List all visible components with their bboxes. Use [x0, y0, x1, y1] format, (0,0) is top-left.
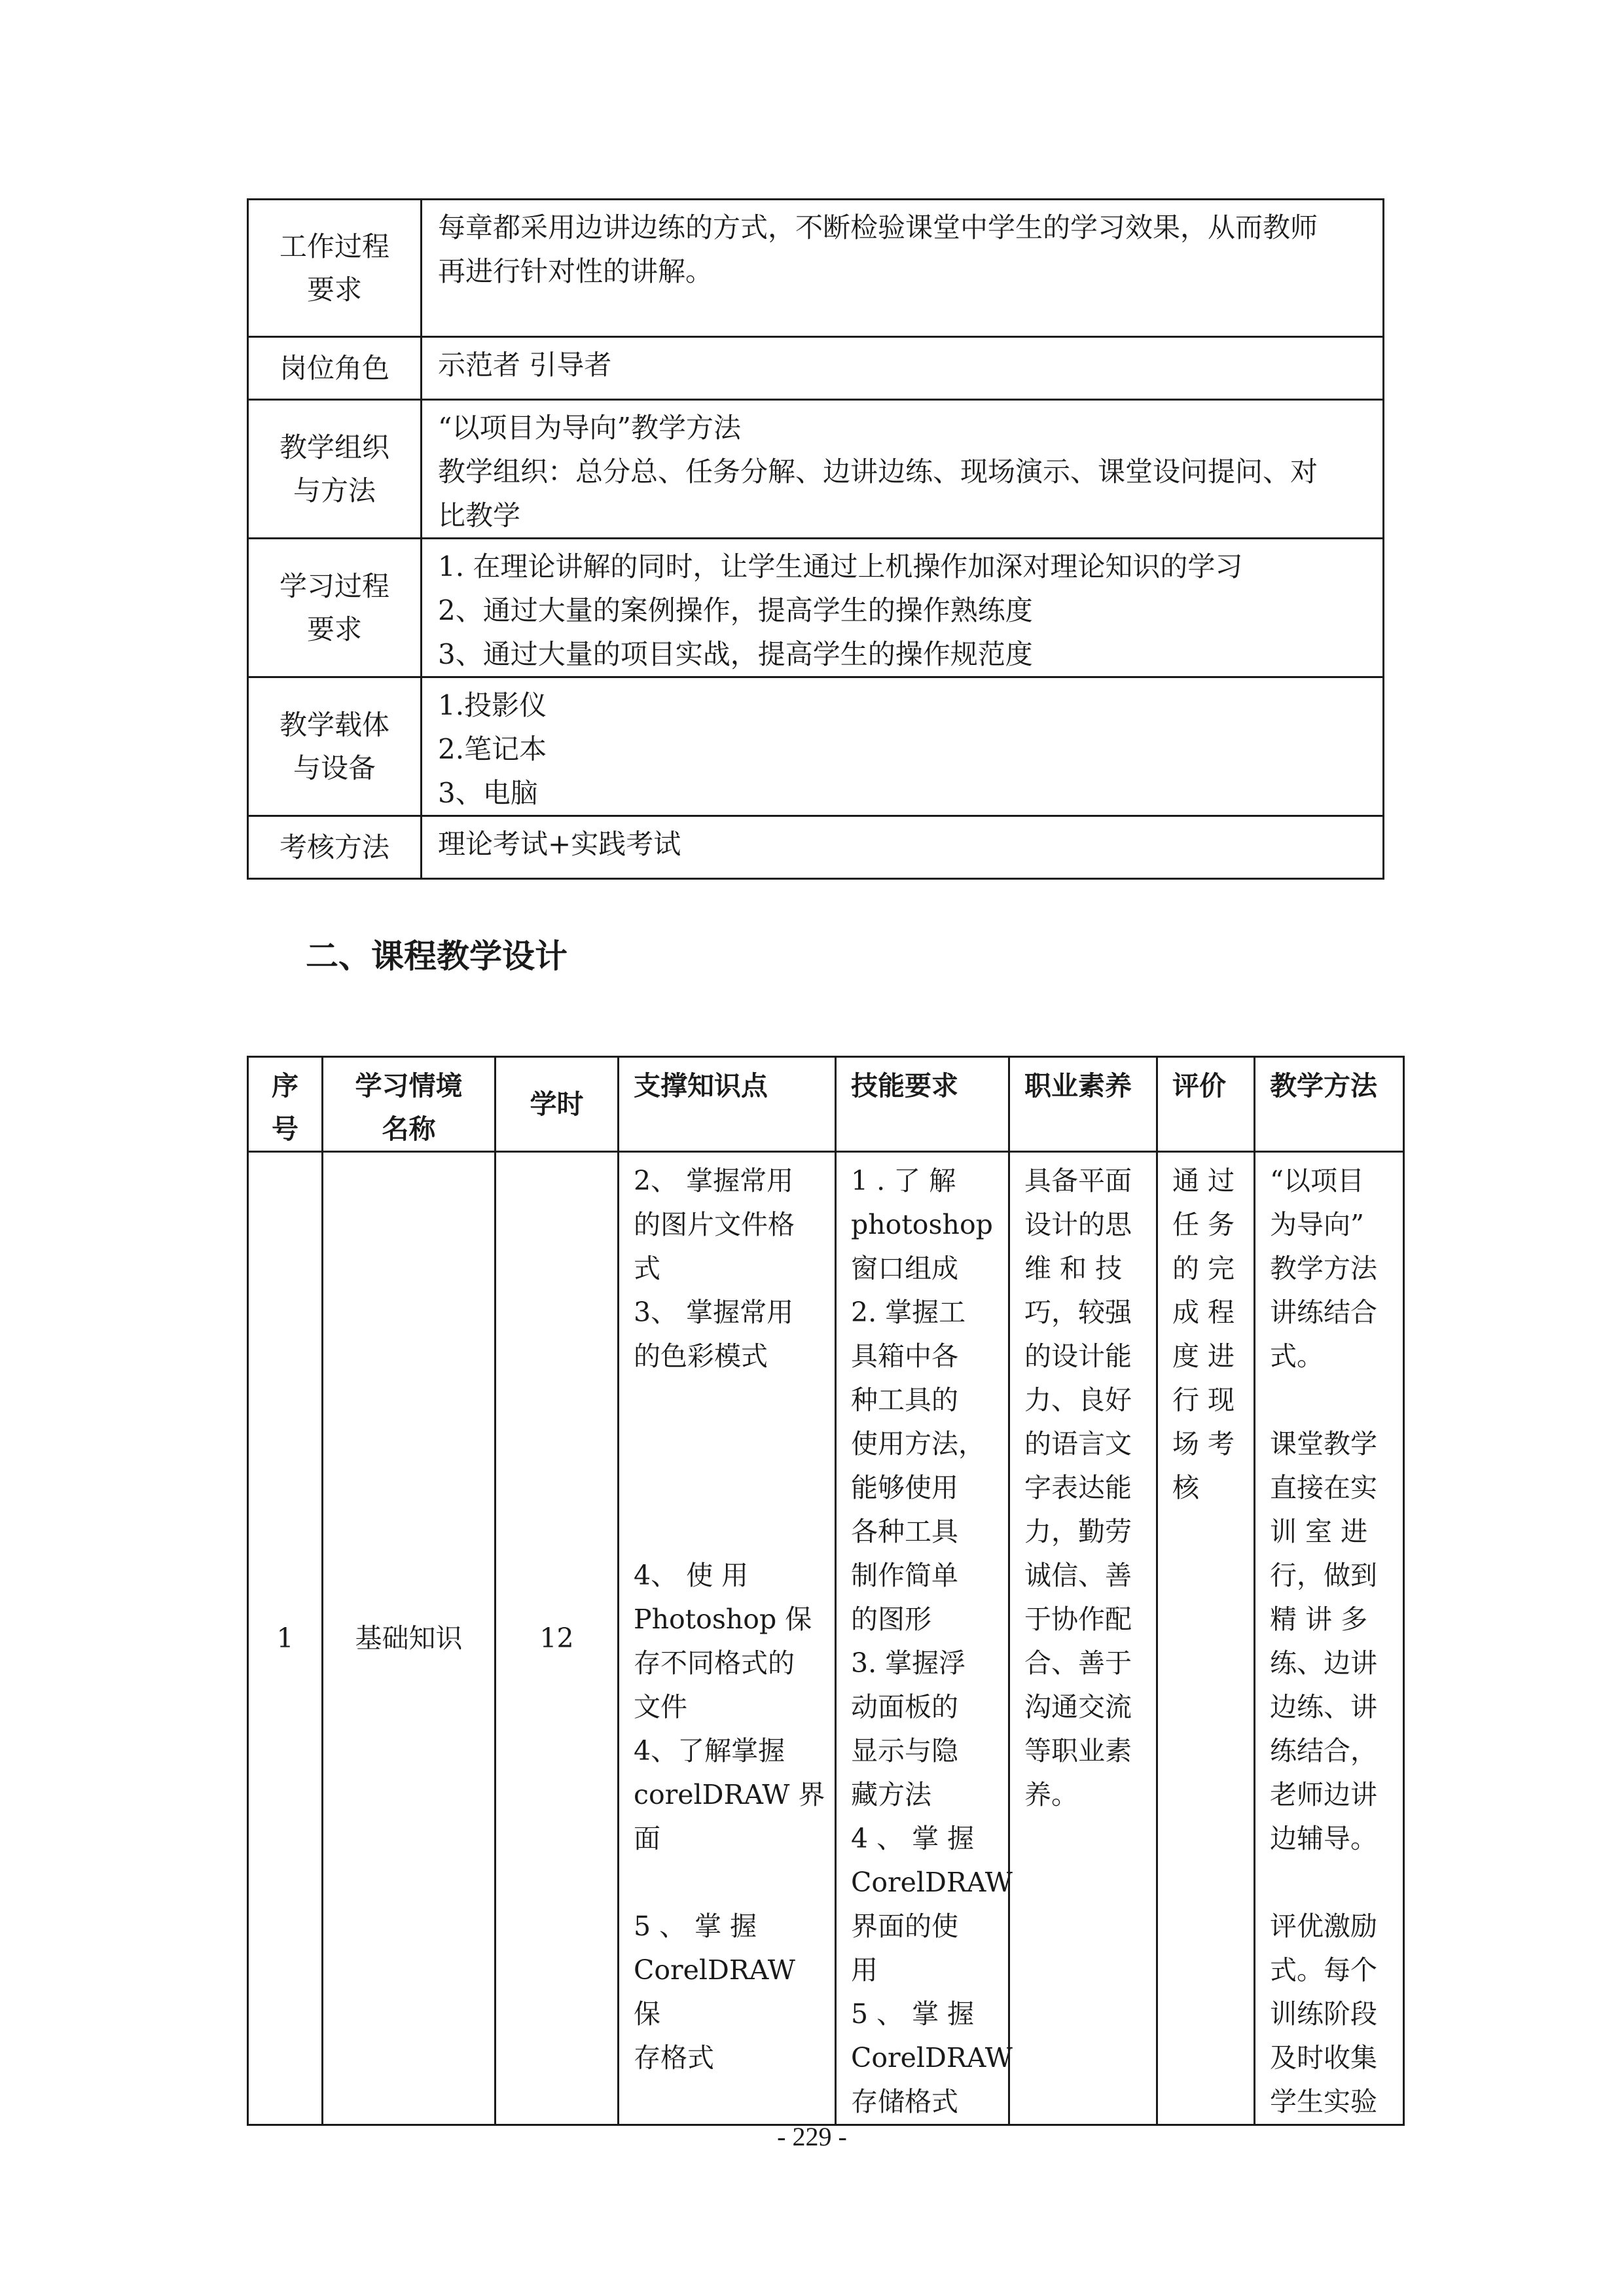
page-number: - 229 - — [777, 2122, 847, 2151]
cell-line: 2、 掌握常用 — [634, 1165, 794, 1196]
cell-line: 制作简单 — [851, 1560, 958, 1591]
header-seq: 序 号 — [248, 1057, 323, 1152]
row-label: 学习过程 要求 — [248, 539, 422, 677]
row-value: 每章都采用边讲边练的方式，不断检验课堂中学生的学习效果，从而教师 再进行针对性的讲解。 — [422, 200, 1384, 337]
row-label: 教学载体 与设备 — [248, 677, 422, 816]
row-label: 岗位角色 — [248, 337, 422, 400]
cell-line: 任 务 — [1172, 1209, 1235, 1240]
cell-line: 沟通交流 — [1024, 1691, 1132, 1723]
cell-line: 行 现 — [1172, 1384, 1235, 1416]
cell-line: 的图片文件格 — [634, 1209, 795, 1240]
header-situation: 学习情境 名称 — [323, 1057, 496, 1152]
cell-line: 精 讲 多 — [1270, 1604, 1368, 1635]
header-evaluation: 评价 — [1157, 1057, 1255, 1152]
cell-line: 3. 掌握浮 — [851, 1647, 966, 1679]
cell-line: 藏方法 — [851, 1779, 931, 1810]
cell-line: 能够使用 — [851, 1472, 958, 1503]
cell-line: 式。 — [1270, 1340, 1324, 1372]
cell-line: 使用方法， — [851, 1428, 985, 1460]
cell-line: 为导向” — [1270, 1209, 1364, 1240]
cell-evaluation — [1157, 1152, 1255, 2125]
cell-line: 诚信、善 — [1024, 1560, 1132, 1591]
cell-line: 2. 掌握工 — [851, 1297, 966, 1328]
cell-line: 5 、 掌 握 — [634, 1910, 757, 1942]
cell-hours: 12 — [496, 1152, 619, 2125]
header-skills: 技能要求 — [836, 1057, 1009, 1152]
cell-skills — [836, 1152, 1013, 2125]
row-value: 理论考试+实践考试 — [422, 816, 1384, 879]
cell-line: 训 室 进 — [1270, 1516, 1368, 1547]
cell-line: 的图形 — [851, 1604, 931, 1635]
info-table — [247, 198, 1384, 880]
cell-line: 及时收集 — [1270, 2042, 1377, 2073]
cell-line: 4 、 掌 握 — [851, 1823, 975, 1854]
cell-line: corelDRAW 界 — [634, 1779, 825, 1810]
cell-method — [1255, 1152, 1404, 2125]
cell-line: CorelDRAW 保 — [634, 1954, 795, 2030]
cell-line: 文件 — [634, 1691, 687, 1723]
cell-line: 3、 掌握常用 — [634, 1297, 794, 1328]
cell-line: 显示与隐 — [851, 1735, 958, 1767]
cell-line: 式 — [634, 1253, 660, 1284]
row-value: 1. 在理论讲解的同时，让学生通过上机操作加深对理论知识的学习 2、通过大量的案例操作，提高学生的操作熟练度 3、通过大量的项目实战，提高学生的操作规范度 — [422, 539, 1384, 677]
cell-line: 的 完 — [1172, 1253, 1235, 1284]
header-quality: 职业素养 — [1009, 1057, 1157, 1152]
cell-line: 学生实验 — [1270, 2086, 1377, 2117]
cell-line: 动面板的 — [851, 1691, 958, 1723]
header-hours: 学时 — [496, 1057, 619, 1152]
cell-line: 老师边讲 — [1270, 1779, 1377, 1810]
cell-line: “以项目 — [1270, 1165, 1364, 1196]
cell-line: 边辅导。 — [1270, 1823, 1377, 1854]
cell-line: 核 — [1172, 1472, 1199, 1503]
cell-line: 字表达能 — [1024, 1472, 1132, 1503]
cell-line: 用 — [851, 1954, 878, 1986]
cell-line: 维 和 技 — [1024, 1253, 1123, 1284]
header-row — [248, 1057, 1404, 1152]
course-design-table — [247, 1056, 1405, 2126]
cell-knowledge — [619, 1152, 836, 2125]
cell-line: 存不同格式的 — [634, 1647, 795, 1679]
cell-line: 训练阶段 — [1270, 1998, 1377, 2030]
row-label: 考核方法 — [248, 816, 422, 879]
cell-line: CorelDRAW — [851, 1867, 1013, 1898]
table-row — [248, 337, 1384, 400]
cell-line: 场 考 — [1172, 1428, 1235, 1460]
cell-line: CorelDRAW — [851, 2042, 1013, 2073]
cell-line: 存格式 — [634, 2042, 714, 2073]
cell-line: 4、了解掌握 — [634, 1735, 785, 1767]
cell-line: 等职业素 — [1024, 1735, 1132, 1767]
cell-line: 1 . 了 解 — [851, 1165, 956, 1196]
header-method: 教学方法 — [1255, 1057, 1404, 1152]
cell-line: 各种工具 — [851, 1516, 958, 1547]
cell-line: 界面的使 — [851, 1910, 958, 1942]
cell-line: 养。 — [1024, 1779, 1078, 1810]
cell-line: 5 、 掌 握 — [851, 1998, 975, 2030]
cell-line: 力、良好 — [1024, 1384, 1132, 1416]
cell-line: 具备平面 — [1024, 1165, 1132, 1196]
row-label: 教学组织 与方法 — [248, 400, 422, 539]
cell-line: 课堂教学 — [1270, 1428, 1377, 1460]
cell-line: 于协作配 — [1024, 1604, 1132, 1635]
cell-line: 练、边讲 — [1270, 1647, 1377, 1679]
cell-line: 行，做到 — [1270, 1560, 1377, 1591]
cell-line: 直接在实 — [1270, 1472, 1377, 1503]
cell-line: 面 — [634, 1823, 660, 1854]
cell-line: Photoshop 保 — [634, 1604, 812, 1635]
cell-line: photoshop — [851, 1209, 993, 1240]
table-row — [248, 539, 1384, 677]
cell-situation: 基础知识 — [323, 1152, 496, 2125]
cell-quality — [1009, 1152, 1157, 2125]
cell-line: 讲练结合 — [1270, 1297, 1377, 1328]
row-value: 1.投影仪 2.笔记本 3、电脑 — [422, 677, 1384, 816]
cell-line: 设计的思 — [1024, 1209, 1132, 1240]
cell-line: 评优激励 — [1270, 1910, 1377, 1942]
table-row — [248, 816, 1384, 879]
cell-line: 合、善于 — [1024, 1647, 1132, 1679]
cell-line: 窗口组成 — [851, 1253, 958, 1284]
cell-line: 具箱中各 — [851, 1340, 958, 1372]
section-title: 二、课程教学设计 — [306, 937, 568, 975]
row-value: “以项目为导向”教学方法 教学组织：总分总、任务分解、边讲边练、现场演示、课堂设问提问、对 比教学 — [422, 400, 1384, 539]
cell-line: 成 程 — [1172, 1297, 1235, 1328]
cell-line: 的设计能 — [1024, 1340, 1132, 1372]
cell-line: 存储格式 — [851, 2086, 958, 2117]
table-row — [248, 400, 1384, 539]
cell-line: 力，勤劳 — [1024, 1516, 1132, 1547]
table-row — [248, 200, 1384, 337]
cell-line: 式。每个 — [1270, 1954, 1377, 1986]
table-row — [248, 677, 1384, 816]
cell-line: 通 过 — [1172, 1165, 1235, 1196]
cell-line: 巧，较强 — [1024, 1297, 1132, 1328]
row-label: 工作过程 要求 — [248, 200, 422, 337]
cell-line: 的色彩模式 — [634, 1340, 768, 1372]
cell-line: 边练、讲 — [1270, 1691, 1377, 1723]
cell-line: 教学方法 — [1270, 1253, 1377, 1284]
cell-line: 的语言文 — [1024, 1428, 1132, 1460]
header-knowledge: 支撑知识点 — [619, 1057, 836, 1152]
cell-seq: 1 — [248, 1152, 323, 2125]
row-value: 示范者 引导者 — [422, 337, 1384, 400]
cell-line: 练结合， — [1270, 1735, 1377, 1767]
table-row — [248, 1152, 1404, 2125]
cell-line: 种工具的 — [851, 1384, 958, 1416]
cell-line: 度 进 — [1172, 1340, 1235, 1372]
cell-line: 4、 使 用 — [634, 1560, 749, 1591]
